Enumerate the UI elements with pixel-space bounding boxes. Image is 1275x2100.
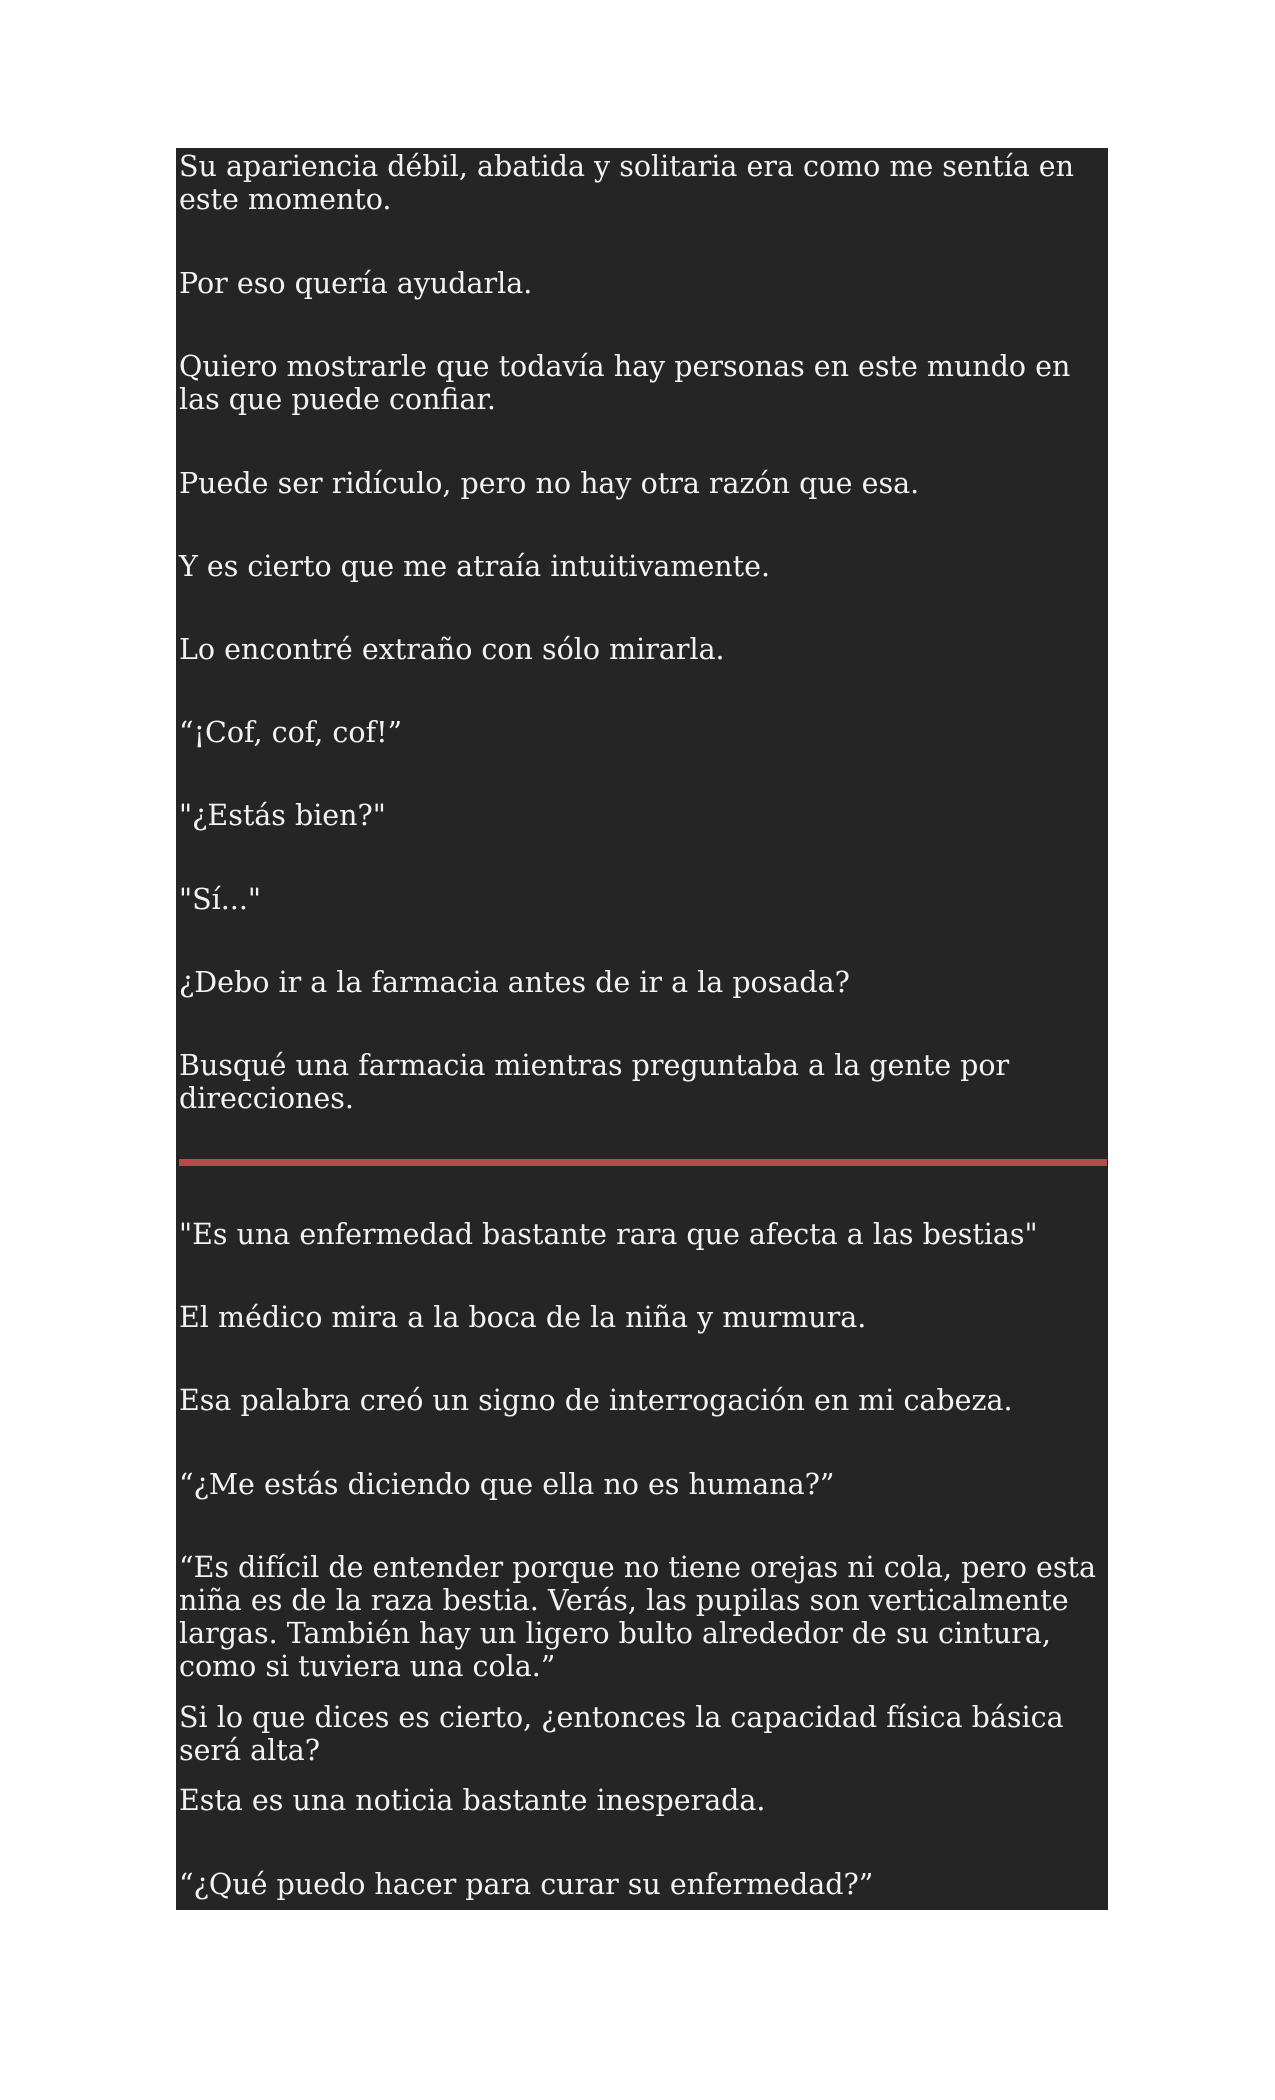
paragraph: “¿Qué puedo hacer para curar su enfermedad?” — [179, 1868, 874, 1901]
paragraph: “¡Cof, cof, cof!” — [179, 716, 403, 749]
paragraph: Esta es una noticia bastante inesperada. — [179, 1784, 766, 1817]
paragraph: "Es una enfermedad bastante rara que afecta a las bestias" — [179, 1218, 1038, 1251]
paragraph: Busqué una farmacia mientras preguntaba a la gente por direcciones. — [179, 1049, 1010, 1115]
paragraph: “¿Me estás diciendo que ella no es humana?” — [179, 1468, 835, 1501]
paragraph: Y es cierto que me atraía intuitivamente. — [179, 550, 771, 583]
paragraph: "¿Estás bien?" — [179, 799, 386, 832]
paragraph: "Sí..." — [179, 883, 262, 916]
paragraph: “Es difícil de entender porque no tiene orejas ni cola, pero esta niña es de la raza bestia. Verás, las pupilas son verticalmente largas. También hay un ligero bulto alrededor de su cintura, como si tuviera una cola.” — [179, 1551, 1096, 1683]
paragraph: Puede ser ridículo, pero no hay otra razón que esa. — [179, 467, 920, 500]
paragraph: ¿Debo ir a la farmacia antes de ir a la posada? — [179, 966, 850, 999]
paragraph: Su apariencia débil, abatida y solitaria era como me sentía en este momento. — [179, 150, 1074, 216]
paragraph: Lo encontré extraño con sólo mirarla. — [179, 633, 725, 666]
paragraph: El médico mira a la boca de la niña y murmura. — [179, 1301, 867, 1334]
paragraph: Quiero mostrarle que todavía hay personas en este mundo en las que puede confiar. — [179, 350, 1071, 416]
paragraph: Si lo que dices es cierto, ¿entonces la capacidad física básica será alta? — [179, 1701, 1064, 1767]
document-page — [176, 148, 1108, 1910]
paragraph: Esa palabra creó un signo de interrogación en mi cabeza. — [179, 1384, 1013, 1417]
paragraph: Por eso quería ayudarla. — [179, 267, 533, 300]
section-divider — [179, 1159, 1107, 1166]
